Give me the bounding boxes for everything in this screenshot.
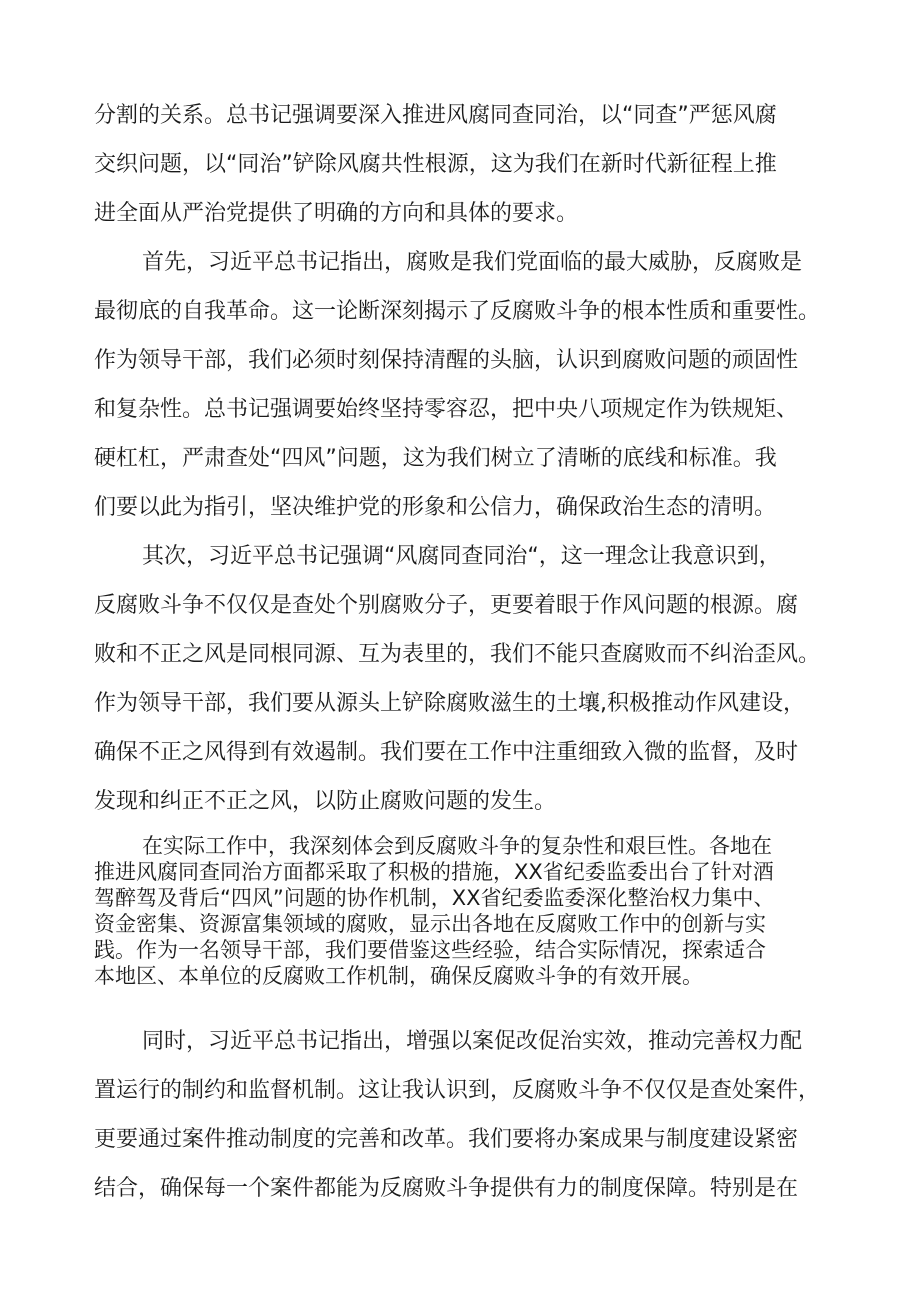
paragraph-line: 首先，习近平总书记指出，腐败是我们党面临的最大威胁，反腐败是 [142, 250, 803, 275]
paragraph-line: 同时，习近平总书记指出，增强以案促改促治实效，推动完善权力配 [142, 1029, 803, 1054]
paragraph-line: 更要通过案件推动制度的完善和改革。我们要将办案成果与制度建设紧密 [94, 1127, 799, 1152]
paragraph-line: 本地区、本单位的反腐败工作机制，确保反腐败斗争的有效开展。 [94, 964, 703, 988]
paragraph-line: 确保不正之风得到有效遏制。我们要在工作中注重细致入微的监督，及时 [94, 740, 799, 765]
paragraph-line: 资金密集、资源富集领域的腐败，显示出各地在反腐败工作中的创新与实 [94, 912, 766, 936]
paragraph-1 [94, 91, 830, 238]
paragraph-line: 交织问题，以“同治”铲除风腐共性根源，这为我们在新时代新征程上推 [94, 152, 777, 177]
paragraph-4 [94, 833, 830, 989]
paragraph-line: 其次，习近平总书记强调“风腐同查同治“，这一理念让我意识到， [142, 544, 781, 569]
paragraph-line: 进全面从严治党提供了明确的方向和具体的要求。 [94, 201, 579, 226]
paragraph-line: 驾醉驾及背后“四风”问题的协作机制，XX省纪委监委深化整治权力集中、 [94, 886, 775, 910]
paragraph-line: 在实际工作中，我深刻体会到反腐败斗争的复杂性和艰巨性。各地在 [142, 834, 772, 858]
paragraph-line: 发现和纠正不正之风，以防止腐败问题的发生。 [94, 789, 557, 814]
paragraph-line: 败和不正之风是同根同源、互为表里的，我们不能只查腐败而不纠治歪风。 [94, 642, 821, 667]
paragraph-line: 和复杂性。总书记强调要始终坚持零容忍，把中央八项规定作为铁规矩、 [94, 397, 799, 422]
paragraph-line: 作为领导干部，我们必须时刻保持清醒的头脑，认识到腐败问题的顽固性 [94, 348, 799, 373]
paragraph-2 [94, 238, 830, 532]
paragraph-line: 推进风腐同查同治方面都采取了积极的措施，XX省纪委监委出台了针对酒 [94, 860, 774, 884]
paragraph-3 [94, 532, 830, 826]
paragraph-line: 分割的关系。总书记强调要深入推进风腐同查同治，以“同查”严惩风腐 [94, 103, 777, 128]
paragraph-line: 践。作为一名领导干部，我们要借鉴这些经验，结合实际情况，探索适合 [94, 938, 766, 962]
paragraph-line: 反腐败斗争不仅仅是查处个别腐败分子，更要着眼于作风问题的根源。腐 [94, 593, 799, 618]
paragraph-5 [94, 1017, 830, 1213]
paragraph-line: 最彻底的自我革命。这一论断深刻揭示了反腐败斗争的根本性质和重要性。 [94, 299, 821, 324]
paragraph-line: 们要以此为指引，坚决维护党的形象和公信力，确保政治生态的清明。 [94, 495, 777, 520]
paragraph-line: 作为领导干部，我们要从源头上铲除腐败滋生的土壤,积极推动作风建设， [94, 691, 805, 716]
paragraph-line: 结合，确保每一个案件都能为反腐败斗争提供有力的制度保障。特别是在 [94, 1176, 799, 1201]
paragraph-line: 硬杠杠，严肃查处“四风”问题，这为我们树立了清晰的底线和标准。我 [94, 446, 777, 471]
paragraph-line: 置运行的制约和监督机制。这让我认识到，反腐败斗争不仅仅是查处案件， [94, 1078, 821, 1103]
